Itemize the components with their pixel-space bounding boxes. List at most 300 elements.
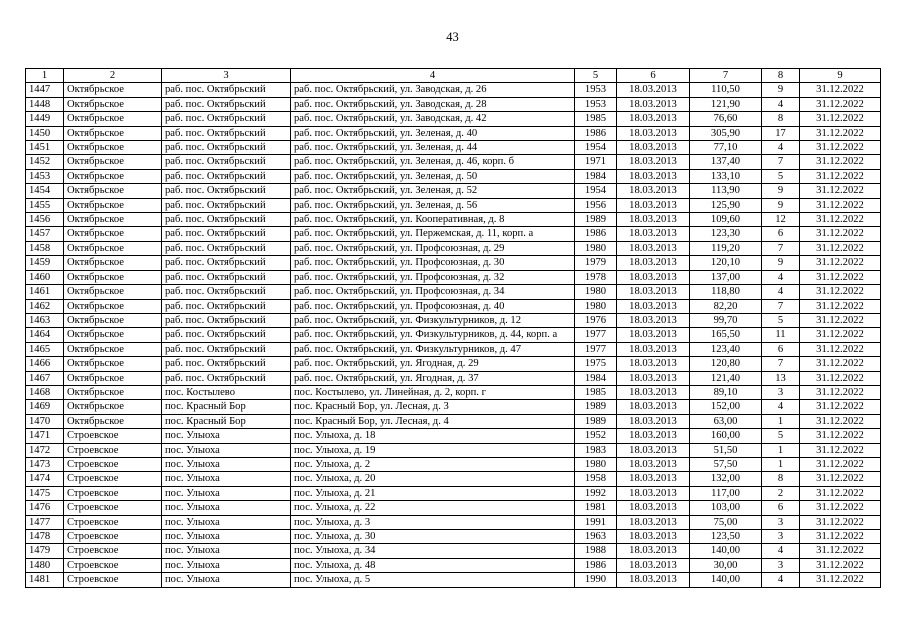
address-cell: пос. Улыоха, д. 18: [291, 429, 575, 443]
year-built-cell: 1989: [575, 414, 617, 428]
year-built-cell: 1971: [575, 155, 617, 169]
date-cell: 18.03.2013: [617, 357, 690, 371]
date-cell: 18.03.2013: [617, 184, 690, 198]
count-cell: 7: [762, 155, 800, 169]
deadline-cell: 31.12.2022: [800, 544, 881, 558]
area-cell: 121,90: [690, 97, 762, 111]
table-row: [26, 97, 881, 111]
date-cell: 18.03.2013: [617, 558, 690, 572]
date-cell: 18.03.2013: [617, 385, 690, 399]
address-cell: раб. пос. Октябрьский, ул. Кооперативная, д. 8: [291, 213, 575, 227]
count-cell: 6: [762, 501, 800, 515]
date-cell: 18.03.2013: [617, 227, 690, 241]
area-cell: 123,30: [690, 227, 762, 241]
date-cell: 18.03.2013: [617, 256, 690, 270]
date-cell: 18.03.2013: [617, 443, 690, 457]
row-number-cell: 1460: [26, 270, 64, 284]
row-number-cell: 1463: [26, 313, 64, 327]
table-row: [26, 256, 881, 270]
locality-cell: раб. пос. Октябрьский: [162, 285, 291, 299]
area-cell: 118,80: [690, 285, 762, 299]
locality-cell: раб. пос. Октябрьский: [162, 357, 291, 371]
year-built-cell: 1980: [575, 241, 617, 255]
locality-cell: раб. пос. Октябрьский: [162, 112, 291, 126]
area-cell: 82,20: [690, 299, 762, 313]
row-number-cell: 1466: [26, 357, 64, 371]
table-row: [26, 443, 881, 457]
count-cell: 1: [762, 457, 800, 471]
row-number-cell: 1470: [26, 414, 64, 428]
count-cell: 1: [762, 443, 800, 457]
row-number-cell: 1448: [26, 97, 64, 111]
date-cell: 18.03.2013: [617, 126, 690, 140]
count-cell: 3: [762, 558, 800, 572]
area-cell: 165,50: [690, 328, 762, 342]
count-cell: 1: [762, 414, 800, 428]
settlement-cell: Октябрьское: [64, 299, 162, 313]
column-number-row: [26, 69, 881, 83]
area-cell: 110,50: [690, 83, 762, 97]
year-built-cell: 1956: [575, 198, 617, 212]
row-number-cell: 1459: [26, 256, 64, 270]
settlement-cell: Октябрьское: [64, 371, 162, 385]
area-cell: 76,60: [690, 112, 762, 126]
count-cell: 7: [762, 299, 800, 313]
table-row: [26, 400, 881, 414]
address-cell: пос. Улыоха, д. 5: [291, 573, 575, 587]
area-cell: 51,50: [690, 443, 762, 457]
address-cell: пос. Улыоха, д. 30: [291, 530, 575, 544]
address-cell: раб. пос. Октябрьский, ул. Профсоюзная, д. 30: [291, 256, 575, 270]
count-cell: 8: [762, 472, 800, 486]
area-cell: 77,10: [690, 141, 762, 155]
settlement-cell: Строевское: [64, 530, 162, 544]
year-built-cell: 1990: [575, 573, 617, 587]
area-cell: 133,10: [690, 169, 762, 183]
row-number-cell: 1476: [26, 501, 64, 515]
table-row: [26, 357, 881, 371]
row-number-cell: 1471: [26, 429, 64, 443]
row-number-cell: 1464: [26, 328, 64, 342]
area-cell: 113,90: [690, 184, 762, 198]
table-row: [26, 227, 881, 241]
year-built-cell: 1984: [575, 371, 617, 385]
settlement-cell: Октябрьское: [64, 169, 162, 183]
row-number-cell: 1456: [26, 213, 64, 227]
deadline-cell: 31.12.2022: [800, 184, 881, 198]
address-cell: пос. Улыоха, д. 34: [291, 544, 575, 558]
date-cell: 18.03.2013: [617, 97, 690, 111]
area-cell: 103,00: [690, 501, 762, 515]
address-cell: раб. пос. Октябрьский, ул. Заводская, д. 28: [291, 97, 575, 111]
table-row: [26, 486, 881, 500]
locality-cell: пос. Улыоха: [162, 530, 291, 544]
table-row: [26, 126, 881, 140]
table-row: [26, 530, 881, 544]
deadline-cell: 31.12.2022: [800, 400, 881, 414]
count-cell: 2: [762, 486, 800, 500]
locality-cell: пос. Улыоха: [162, 515, 291, 529]
date-cell: 18.03.2013: [617, 213, 690, 227]
locality-cell: пос. Костылево: [162, 385, 291, 399]
settlement-cell: Октябрьское: [64, 342, 162, 356]
table-row: [26, 83, 881, 97]
row-number-cell: 1468: [26, 385, 64, 399]
row-number-cell: 1473: [26, 457, 64, 471]
locality-cell: пос. Улыоха: [162, 472, 291, 486]
deadline-cell: 31.12.2022: [800, 472, 881, 486]
year-built-cell: 1985: [575, 385, 617, 399]
table-row: [26, 558, 881, 572]
count-cell: 9: [762, 184, 800, 198]
settlement-cell: Октябрьское: [64, 313, 162, 327]
column-number-header: 9: [800, 69, 881, 83]
deadline-cell: 31.12.2022: [800, 141, 881, 155]
settlement-cell: Октябрьское: [64, 112, 162, 126]
count-cell: 3: [762, 515, 800, 529]
count-cell: 5: [762, 313, 800, 327]
settlement-cell: Строевское: [64, 573, 162, 587]
locality-cell: пос. Улыоха: [162, 429, 291, 443]
year-built-cell: 1976: [575, 313, 617, 327]
settlement-cell: Строевское: [64, 443, 162, 457]
table-row: [26, 169, 881, 183]
area-cell: 63,00: [690, 414, 762, 428]
locality-cell: пос. Улыоха: [162, 501, 291, 515]
row-number-cell: 1478: [26, 530, 64, 544]
locality-cell: пос. Улыоха: [162, 443, 291, 457]
table-row: [26, 573, 881, 587]
deadline-cell: 31.12.2022: [800, 256, 881, 270]
area-cell: 305,90: [690, 126, 762, 140]
row-number-cell: 1455: [26, 198, 64, 212]
table-row: [26, 285, 881, 299]
address-cell: раб. пос. Октябрьский, ул. Зеленая, д. 40: [291, 126, 575, 140]
settlement-cell: Строевское: [64, 472, 162, 486]
table-row: [26, 112, 881, 126]
address-cell: раб. пос. Октябрьский, ул. Зеленая, д. 56: [291, 198, 575, 212]
date-cell: 18.03.2013: [617, 371, 690, 385]
address-cell: раб. пос. Октябрьский, ул. Зеленая, д. 50: [291, 169, 575, 183]
deadline-cell: 31.12.2022: [800, 443, 881, 457]
row-number-cell: 1479: [26, 544, 64, 558]
settlement-cell: Октябрьское: [64, 227, 162, 241]
count-cell: 4: [762, 97, 800, 111]
settlement-cell: Октябрьское: [64, 83, 162, 97]
date-cell: 18.03.2013: [617, 544, 690, 558]
table-row: [26, 371, 881, 385]
locality-cell: пос. Улыоха: [162, 558, 291, 572]
deadline-cell: 31.12.2022: [800, 414, 881, 428]
address-cell: пос. Красный Бор, ул. Лесная, д. 3: [291, 400, 575, 414]
housing-register-table: [25, 68, 881, 588]
year-built-cell: 1989: [575, 400, 617, 414]
column-number-header: 5: [575, 69, 617, 83]
count-cell: 4: [762, 544, 800, 558]
deadline-cell: 31.12.2022: [800, 299, 881, 313]
date-cell: 18.03.2013: [617, 472, 690, 486]
row-number-cell: 1469: [26, 400, 64, 414]
address-cell: пос. Улыоха, д. 19: [291, 443, 575, 457]
address-cell: раб. пос. Октябрьский, ул. Профсоюзная, д. 34: [291, 285, 575, 299]
year-built-cell: 1963: [575, 530, 617, 544]
settlement-cell: Октябрьское: [64, 270, 162, 284]
deadline-cell: 31.12.2022: [800, 530, 881, 544]
row-number-cell: 1454: [26, 184, 64, 198]
date-cell: 18.03.2013: [617, 342, 690, 356]
count-cell: 9: [762, 83, 800, 97]
deadline-cell: 31.12.2022: [800, 457, 881, 471]
count-cell: 11: [762, 328, 800, 342]
area-cell: 140,00: [690, 544, 762, 558]
area-cell: 140,00: [690, 573, 762, 587]
year-built-cell: 1954: [575, 184, 617, 198]
count-cell: 17: [762, 126, 800, 140]
deadline-cell: 31.12.2022: [800, 328, 881, 342]
settlement-cell: Строевское: [64, 515, 162, 529]
date-cell: 18.03.2013: [617, 414, 690, 428]
area-cell: 123,40: [690, 342, 762, 356]
count-cell: 9: [762, 256, 800, 270]
table-row: [26, 544, 881, 558]
locality-cell: пос. Улыоха: [162, 544, 291, 558]
year-built-cell: 1977: [575, 328, 617, 342]
locality-cell: раб. пос. Октябрьский: [162, 198, 291, 212]
count-cell: 3: [762, 385, 800, 399]
address-cell: раб. пос. Октябрьский, ул. Зеленая, д. 46, корп. б: [291, 155, 575, 169]
table-row: [26, 213, 881, 227]
row-number-cell: 1458: [26, 241, 64, 255]
locality-cell: раб. пос. Октябрьский: [162, 241, 291, 255]
deadline-cell: 31.12.2022: [800, 213, 881, 227]
row-number-cell: 1457: [26, 227, 64, 241]
row-number-cell: 1474: [26, 472, 64, 486]
deadline-cell: 31.12.2022: [800, 155, 881, 169]
address-cell: пос. Красный Бор, ул. Лесная, д. 4: [291, 414, 575, 428]
settlement-cell: Октябрьское: [64, 126, 162, 140]
locality-cell: раб. пос. Октябрьский: [162, 169, 291, 183]
date-cell: 18.03.2013: [617, 112, 690, 126]
row-number-cell: 1481: [26, 573, 64, 587]
count-cell: 12: [762, 213, 800, 227]
address-cell: пос. Улыоха, д. 48: [291, 558, 575, 572]
settlement-cell: Октябрьское: [64, 213, 162, 227]
settlement-cell: Строевское: [64, 457, 162, 471]
column-number-header: 6: [617, 69, 690, 83]
address-cell: пос. Улыоха, д. 21: [291, 486, 575, 500]
address-cell: раб. пос. Октябрьский, ул. Ягодная, д. 37: [291, 371, 575, 385]
area-cell: 57,50: [690, 457, 762, 471]
address-cell: раб. пос. Октябрьский, ул. Физкультурников, д. 12: [291, 313, 575, 327]
table-row: [26, 198, 881, 212]
date-cell: 18.03.2013: [617, 169, 690, 183]
date-cell: 18.03.2013: [617, 241, 690, 255]
date-cell: 18.03.2013: [617, 400, 690, 414]
count-cell: 7: [762, 357, 800, 371]
count-cell: 4: [762, 285, 800, 299]
year-built-cell: 1986: [575, 227, 617, 241]
date-cell: 18.03.2013: [617, 457, 690, 471]
count-cell: 6: [762, 227, 800, 241]
row-number-cell: 1475: [26, 486, 64, 500]
deadline-cell: 31.12.2022: [800, 486, 881, 500]
count-cell: 3: [762, 530, 800, 544]
page-number: 43: [446, 30, 459, 44]
row-number-cell: 1462: [26, 299, 64, 313]
year-built-cell: 1979: [575, 256, 617, 270]
address-cell: пос. Улыоха, д. 22: [291, 501, 575, 515]
settlement-cell: Строевское: [64, 501, 162, 515]
deadline-cell: 31.12.2022: [800, 342, 881, 356]
table-row: [26, 515, 881, 529]
deadline-cell: 31.12.2022: [800, 97, 881, 111]
count-cell: 4: [762, 270, 800, 284]
deadline-cell: 31.12.2022: [800, 558, 881, 572]
deadline-cell: 31.12.2022: [800, 270, 881, 284]
address-cell: пос. Улыоха, д. 2: [291, 457, 575, 471]
year-built-cell: 1958: [575, 472, 617, 486]
year-built-cell: 1981: [575, 501, 617, 515]
table-row: [26, 429, 881, 443]
column-number-header: 2: [64, 69, 162, 83]
deadline-cell: 31.12.2022: [800, 371, 881, 385]
area-cell: 109,60: [690, 213, 762, 227]
area-cell: 137,40: [690, 155, 762, 169]
date-cell: 18.03.2013: [617, 270, 690, 284]
address-cell: раб. пос. Октябрьский, ул. Профсоюзная, д. 32: [291, 270, 575, 284]
deadline-cell: 31.12.2022: [800, 83, 881, 97]
table-row: [26, 313, 881, 327]
settlement-cell: Октябрьское: [64, 385, 162, 399]
year-built-cell: 1954: [575, 141, 617, 155]
table-row: [26, 299, 881, 313]
area-cell: 99,70: [690, 313, 762, 327]
settlement-cell: Октябрьское: [64, 141, 162, 155]
table-row: [26, 385, 881, 399]
deadline-cell: 31.12.2022: [800, 357, 881, 371]
year-built-cell: 1980: [575, 299, 617, 313]
area-cell: 137,00: [690, 270, 762, 284]
row-number-cell: 1451: [26, 141, 64, 155]
year-built-cell: 1983: [575, 443, 617, 457]
row-number-cell: 1452: [26, 155, 64, 169]
table-body: [26, 69, 881, 588]
locality-cell: раб. пос. Октябрьский: [162, 227, 291, 241]
year-built-cell: 1980: [575, 457, 617, 471]
area-cell: 75,00: [690, 515, 762, 529]
area-cell: 120,10: [690, 256, 762, 270]
address-cell: раб. пос. Октябрьский, ул. Профсоюзная, д. 29: [291, 241, 575, 255]
date-cell: 18.03.2013: [617, 299, 690, 313]
locality-cell: раб. пос. Октябрьский: [162, 313, 291, 327]
table-row: [26, 342, 881, 356]
address-cell: раб. пос. Октябрьский, ул. Заводская, д. 26: [291, 83, 575, 97]
address-cell: пос. Улыоха, д. 3: [291, 515, 575, 529]
locality-cell: раб. пос. Октябрьский: [162, 256, 291, 270]
address-cell: раб. пос. Октябрьский, ул. Зеленая, д. 44: [291, 141, 575, 155]
deadline-cell: 31.12.2022: [800, 227, 881, 241]
year-built-cell: 1977: [575, 342, 617, 356]
locality-cell: раб. пос. Октябрьский: [162, 155, 291, 169]
table-row: [26, 328, 881, 342]
locality-cell: раб. пос. Октябрьский: [162, 213, 291, 227]
deadline-cell: 31.12.2022: [800, 285, 881, 299]
date-cell: 18.03.2013: [617, 429, 690, 443]
table-row: [26, 501, 881, 515]
date-cell: 18.03.2013: [617, 328, 690, 342]
date-cell: 18.03.2013: [617, 198, 690, 212]
address-cell: раб. пос. Октябрьский, ул. Пержемская, д. 11, корп. а: [291, 227, 575, 241]
area-cell: 152,00: [690, 400, 762, 414]
count-cell: 4: [762, 400, 800, 414]
column-number-header: 1: [26, 69, 64, 83]
area-cell: 160,00: [690, 429, 762, 443]
locality-cell: пос. Улыоха: [162, 573, 291, 587]
deadline-cell: 31.12.2022: [800, 241, 881, 255]
area-cell: 89,10: [690, 385, 762, 399]
year-built-cell: 1986: [575, 558, 617, 572]
count-cell: 13: [762, 371, 800, 385]
address-cell: раб. пос. Октябрьский, ул. Физкультурников, д. 47: [291, 342, 575, 356]
deadline-cell: 31.12.2022: [800, 515, 881, 529]
locality-cell: раб. пос. Октябрьский: [162, 126, 291, 140]
date-cell: 18.03.2013: [617, 313, 690, 327]
settlement-cell: Строевское: [64, 544, 162, 558]
row-number-cell: 1461: [26, 285, 64, 299]
deadline-cell: 31.12.2022: [800, 501, 881, 515]
locality-cell: раб. пос. Октябрьский: [162, 184, 291, 198]
settlement-cell: Октябрьское: [64, 328, 162, 342]
date-cell: 18.03.2013: [617, 573, 690, 587]
date-cell: 18.03.2013: [617, 530, 690, 544]
year-built-cell: 1989: [575, 213, 617, 227]
deadline-cell: 31.12.2022: [800, 169, 881, 183]
area-cell: 30,00: [690, 558, 762, 572]
year-built-cell: 1953: [575, 97, 617, 111]
table-row: [26, 241, 881, 255]
settlement-cell: Октябрьское: [64, 285, 162, 299]
address-cell: раб. пос. Октябрьский, ул. Заводская, д. 42: [291, 112, 575, 126]
settlement-cell: Строевское: [64, 429, 162, 443]
area-cell: 132,00: [690, 472, 762, 486]
area-cell: 123,50: [690, 530, 762, 544]
settlement-cell: Строевское: [64, 486, 162, 500]
area-cell: 121,40: [690, 371, 762, 385]
locality-cell: пос. Улыоха: [162, 457, 291, 471]
locality-cell: пос. Улыоха: [162, 486, 291, 500]
year-built-cell: 1985: [575, 112, 617, 126]
locality-cell: раб. пос. Октябрьский: [162, 371, 291, 385]
date-cell: 18.03.2013: [617, 501, 690, 515]
year-built-cell: 1978: [575, 270, 617, 284]
date-cell: 18.03.2013: [617, 155, 690, 169]
address-cell: пос. Улыоха, д. 20: [291, 472, 575, 486]
row-number-cell: 1472: [26, 443, 64, 457]
row-number-cell: 1453: [26, 169, 64, 183]
locality-cell: раб. пос. Октябрьский: [162, 299, 291, 313]
locality-cell: раб. пос. Октябрьский: [162, 83, 291, 97]
count-cell: 9: [762, 198, 800, 212]
table-row: [26, 141, 881, 155]
deadline-cell: 31.12.2022: [800, 198, 881, 212]
row-number-cell: 1467: [26, 371, 64, 385]
column-number-header: 7: [690, 69, 762, 83]
row-number-cell: 1449: [26, 112, 64, 126]
deadline-cell: 31.12.2022: [800, 385, 881, 399]
year-built-cell: 1992: [575, 486, 617, 500]
address-cell: пос. Костылево, ул. Линейная, д. 2, корп. г: [291, 385, 575, 399]
date-cell: 18.03.2013: [617, 486, 690, 500]
